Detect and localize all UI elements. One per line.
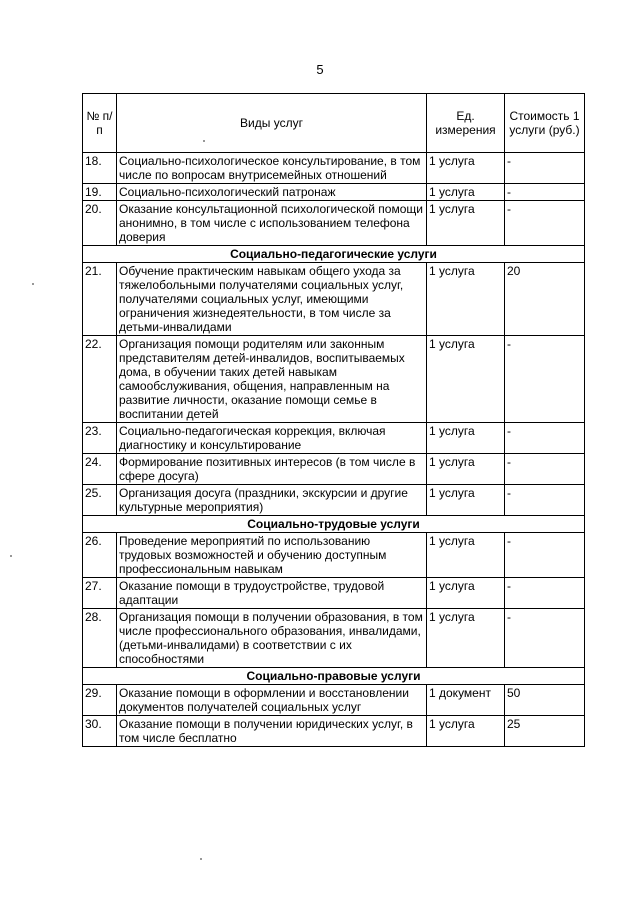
row-number: 20. [83,201,117,246]
service-cost: - [505,609,585,668]
service-cost: - [505,153,585,184]
service-name: Организация помощи родителям или законным представителям детей-инвалидов, воспитываемых дома, в обучении таких детей навыкам самообслуживания, общения, направленным на развитие личности, оказание помощи семье в воспитании детей [117,336,427,423]
table-body [83,153,585,747]
service-name: Проведение мероприятий по использованию трудовых возможностей и обучению доступным профессиональным навыкам [117,533,427,578]
section-header-row [83,668,585,685]
service-cost: - [505,423,585,454]
row-number: 18. [83,153,117,184]
services-table [82,93,585,747]
service-cost: - [505,201,585,246]
service-name: Социально-педагогическая коррекция, включая диагностику и консультирование [117,423,427,454]
row-number: 24. [83,454,117,485]
service-cost: - [505,336,585,423]
row-number: 21. [83,263,117,336]
service-unit: 1 услуга [427,201,505,246]
service-name: Организация помощи в получении образования, в том числе профессионального образования, инвалидами, (детьми-инвалидами) в соответствии с их способностями [117,609,427,668]
table-row [83,609,585,668]
table-row [83,578,585,609]
service-name: Оказание помощи в оформлении и восстановлении документов получателей социальных услуг [117,685,427,716]
service-unit: 1 услуга [427,533,505,578]
service-unit: 1 документ [427,685,505,716]
page-number: 5 [316,62,324,77]
service-cost: 25 [505,716,585,747]
table-row [83,336,585,423]
row-number: 19. [83,184,117,201]
scan-speck [32,283,34,285]
scan-speck [203,140,205,142]
service-unit: 1 услуга [427,153,505,184]
row-number: 28. [83,609,117,668]
service-unit: 1 услуга [427,263,505,336]
header-num: № п/п [83,94,117,153]
table-header-row [83,94,585,153]
row-number: 25. [83,485,117,516]
table-row [83,485,585,516]
service-unit: 1 услуга [427,485,505,516]
table-row [83,533,585,578]
service-cost: - [505,533,585,578]
scan-speck [10,555,12,557]
service-name: Социально-психологический патронаж [117,184,427,201]
service-cost: - [505,578,585,609]
service-name: Обучение практическим навыкам общего ухода за тяжелобольными получателями социальных услуг, получателями социальных услуг, имеющими ограничения жизнедеятельности, в том числе за детьми-инвалидами [117,263,427,336]
service-unit: 1 услуга [427,184,505,201]
service-name: Формирование позитивных интересов (в том числе в сфере досуга) [117,454,427,485]
service-cost: 50 [505,685,585,716]
section-title: Социально-правовые услуги [83,668,585,685]
row-number: 27. [83,578,117,609]
table-row [83,423,585,454]
service-cost: 20 [505,263,585,336]
section-title: Социально-трудовые услуги [83,516,585,533]
table-row [83,263,585,336]
service-name: Организация досуга (праздники, экскурсии и другие культурные мероприятия) [117,485,427,516]
service-unit: 1 услуга [427,716,505,747]
table-row [83,454,585,485]
section-title: Социально-педагогические услуги [83,246,585,263]
service-name: Социально-психологическое консультирование, в том числе по вопросам внутрисемейных отношений [117,153,427,184]
table-row [83,716,585,747]
service-cost: - [505,485,585,516]
table-row [83,201,585,246]
table-row [83,685,585,716]
row-number: 22. [83,336,117,423]
service-name: Оказание помощи в получении юридических услуг, в том числе бесплатно [117,716,427,747]
header-cost: Стоимость 1 услуги (руб.) [505,94,585,153]
row-number: 26. [83,533,117,578]
table-row [83,184,585,201]
section-header-row [83,516,585,533]
service-unit: 1 услуга [427,578,505,609]
scan-speck [200,858,202,860]
service-cost: - [505,184,585,201]
row-number: 23. [83,423,117,454]
row-number: 30. [83,716,117,747]
row-number: 29. [83,685,117,716]
service-name: Оказание консультационной психологической помощи анонимно, в том числе с использованием телефона доверия [117,201,427,246]
service-name: Оказание помощи в трудоустройстве, трудовой адаптации [117,578,427,609]
service-unit: 1 услуга [427,423,505,454]
header-unit: Ед. измерения [427,94,505,153]
section-header-row [83,246,585,263]
service-unit: 1 услуга [427,454,505,485]
service-cost: - [505,454,585,485]
header-service-type: Виды услуг [117,94,427,153]
service-unit: 1 услуга [427,609,505,668]
table-row [83,153,585,184]
service-unit: 1 услуга [427,336,505,423]
